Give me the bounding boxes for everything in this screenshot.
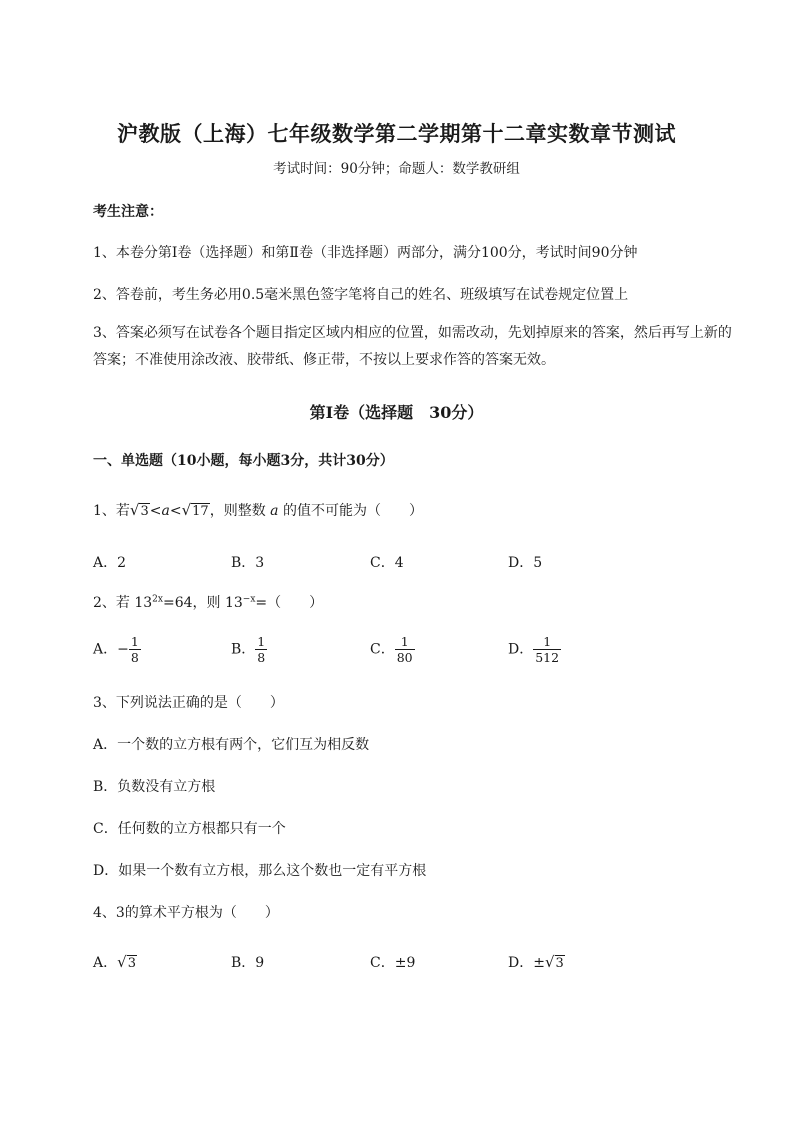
q2-mid: =64，则 13 (162, 595, 243, 611)
option-label: D． (508, 641, 534, 658)
q3-option-d[interactable]: D．如果一个数有立方根，那么这个数也一定有平方根 (93, 863, 427, 879)
option-label: C． (370, 555, 395, 571)
option-label: B． (231, 641, 256, 658)
notes-heading: 考生注意： (93, 204, 163, 220)
fraction (533, 634, 561, 665)
q1-tail: 的值不可能为（ ） (282, 503, 423, 519)
sqrt-expression (545, 953, 565, 971)
q4-option-a[interactable] (93, 952, 137, 972)
q4-option-d[interactable] (508, 952, 565, 972)
option-label: C． (370, 641, 395, 658)
fraction-numerator: 1 (130, 634, 139, 649)
question-2 (93, 592, 323, 612)
q2-option-d[interactable] (508, 634, 561, 665)
option-label: B． (231, 555, 256, 571)
fraction-denominator: 80 (396, 650, 413, 665)
fraction-numerator: 1 (400, 634, 409, 649)
q2-prefix: 2、若 13 (93, 595, 153, 611)
q1-less-than-2: < (169, 503, 182, 519)
q4-option-b[interactable] (231, 952, 264, 972)
option-label: A． (93, 955, 118, 971)
q1-option-b[interactable] (231, 552, 264, 572)
q4-option-c[interactable] (370, 952, 415, 972)
option-value: 4 (394, 555, 404, 571)
radical-icon: √ (181, 501, 192, 519)
q1-option-a[interactable] (93, 552, 126, 572)
option-label: A． (93, 641, 118, 658)
radical-icon: √ (117, 953, 127, 971)
q2-exponent-1: 2x (152, 594, 163, 605)
fraction-numerator: 1 (543, 634, 552, 649)
q3-option-c[interactable]: C．任何数的立方根都只有一个 (93, 821, 286, 837)
option-value: 9 (255, 955, 265, 971)
radical-icon: √ (129, 501, 140, 519)
option-value: 3 (255, 555, 265, 571)
q1-radicand-1: 3 (140, 504, 149, 519)
q2-option-b[interactable] (231, 634, 267, 665)
radical-icon: √ (544, 953, 555, 971)
q1-variable: a (161, 503, 170, 519)
fraction (395, 634, 415, 665)
sqrt-expression (117, 953, 137, 971)
option-label: A． (93, 555, 118, 571)
q2-option-c[interactable] (370, 634, 415, 665)
option-label: D． (508, 555, 534, 571)
part-title: 第Ⅰ卷（选择题 30分） (309, 403, 484, 422)
q3-option-b[interactable]: B．负数没有立方根 (93, 779, 216, 795)
option-label: D． (508, 955, 534, 971)
q1-less-than-1: < (149, 503, 162, 519)
question-1 (93, 500, 423, 520)
fraction (255, 634, 267, 665)
question-3: 3、下列说法正确的是（ ） (93, 695, 284, 711)
q2-tail: =（ ） (255, 595, 324, 611)
option-sign: − (117, 641, 129, 658)
note-item-1: 1、本卷分第Ⅰ卷（选择题）和第Ⅱ卷（非选择题）两部分，满分100分，考试时间90分钟 (93, 245, 638, 261)
q1-variable-2: a (270, 503, 279, 519)
fraction-denominator: 8 (130, 650, 139, 665)
fraction (129, 634, 141, 665)
option-value: 5 (533, 555, 543, 571)
fraction-numerator: 1 (257, 634, 266, 649)
radicand: 3 (127, 956, 136, 971)
option-sign: ± (533, 955, 545, 971)
option-value: ±9 (394, 955, 416, 971)
note-item-2: 2、答卷前，考生务必用0.5毫米黑色签字笔将自己的姓名、班级填写在试卷规定位置上 (93, 287, 629, 303)
exam-title: 沪教版（上海）七年级数学第二学期第十二章实数章节测试 (117, 121, 676, 146)
q1-option-d[interactable] (508, 552, 542, 572)
sqrt-expression (130, 501, 150, 519)
q1-suffix: ，则整数 (209, 503, 266, 519)
q1-option-c[interactable] (370, 552, 404, 572)
radicand: 3 (555, 956, 564, 971)
option-label: C． (370, 955, 395, 971)
note-item-3: 3、答案必须写在试卷各个题目指定区域内相应的位置，如需改动，先划掉原来的答案，然后再写上新的答案；不准使用涂改液、胶带纸、修正带，不按以上要求作答的答案无效。 (93, 325, 732, 368)
question-4: 4、3的算术平方根为（ ） (93, 905, 279, 921)
sqrt-expression (182, 501, 210, 519)
q3-option-a[interactable]: A．一个数的立方根有两个，它们互为相反数 (93, 737, 370, 753)
option-value: 2 (117, 555, 127, 571)
q2-exponent-2: −x (242, 594, 256, 605)
q1-prefix: 1、若 (93, 503, 130, 519)
option-label: B． (231, 955, 256, 971)
q1-radicand-2: 17 (192, 504, 209, 519)
q2-option-a[interactable] (93, 634, 141, 665)
exam-subtitle: 考试时间：90分钟；命题人：数学教研组 (273, 161, 520, 177)
fraction-denominator: 512 (535, 650, 560, 665)
section-heading: 一、单选题（10小题，每小题3分，共计30分） (93, 453, 394, 469)
fraction-denominator: 8 (257, 650, 266, 665)
